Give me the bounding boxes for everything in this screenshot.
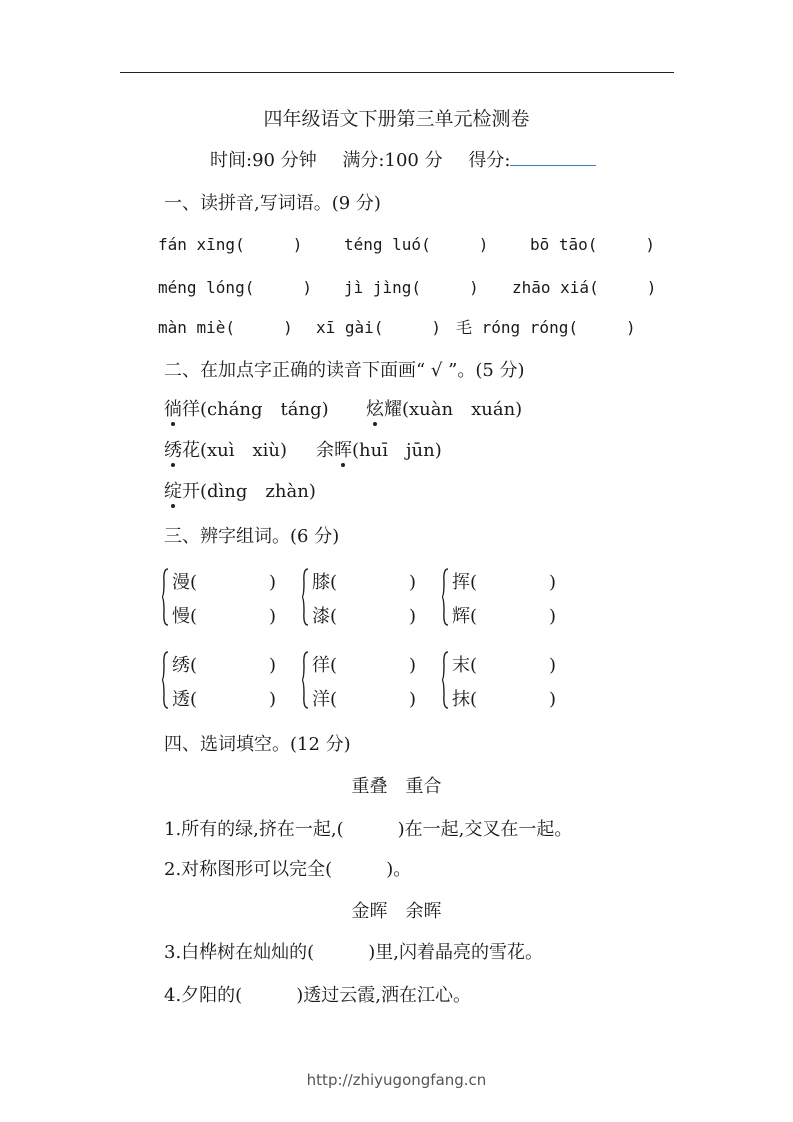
section-4-heading: 四、选词填空。(12 分) [164,734,351,755]
word-blank[interactable]: 辉( ) [452,606,557,627]
fill-blank-question[interactable]: 2.对称图形可以完全( )。 [164,859,412,880]
page-title: 四年级语文下册第三单元检测卷 [263,108,530,130]
pronunciation-item[interactable]: 绽开(dìng zhàn) [164,481,316,502]
score-label: 得分: [468,150,511,171]
word-choices: 重叠 重合 [351,776,442,797]
fill-blank-question[interactable]: 4.夕阳的( )透过云霞,洒在江心。 [164,985,471,1006]
pinyin-item[interactable]: zhāo xiá( ) [512,278,657,297]
section-2-heading: 二、在加点字正确的读音下面画“ √ ”。(5 分) [164,360,525,381]
word-blank[interactable]: 慢( ) [172,606,277,627]
pinyin-item[interactable]: bō tāo( ) [530,235,656,254]
word-choices: 金晖 余晖 [351,901,442,922]
pinyin-item[interactable]: jì jìng( ) [344,278,479,297]
pronunciation-item[interactable]: 绣花(xuì xiù) [164,440,288,461]
brace-icon [442,651,448,709]
word-blank[interactable]: 末( ) [452,655,557,676]
pinyin-item[interactable]: méng lóng( ) [158,278,312,297]
pinyin-item[interactable]: màn miè( ) [158,318,293,337]
full-score: 满分:100 分 [342,150,443,171]
brace-icon [302,568,308,626]
pronunciation-item[interactable]: 徜徉(cháng táng) [164,399,329,420]
section-1-heading: 一、读拼音,写词语。(9 分) [164,193,381,214]
pinyin-item[interactable]: téng luó( ) [344,235,489,254]
fill-blank-question[interactable]: 3.白桦树在灿灿的( )里,闪着晶亮的雪花。 [164,942,543,963]
brace-icon [162,568,168,626]
word-blank[interactable]: 抹( ) [452,689,557,710]
word-blank[interactable]: 徉( ) [312,655,417,676]
fill-blank-question[interactable]: 1.所有的绿,挤在一起,( )在一起,交叉在一起。 [164,819,573,840]
top-rule [120,72,674,73]
time-limit: 时间:90 分钟 [210,150,317,171]
pronunciation-item[interactable]: 余晖(huī jūn) [316,440,442,461]
footer-url[interactable]: http://zhiyugongfang.cn [306,1071,487,1089]
pinyin-item[interactable]: 毛 róng róng( ) [456,318,636,337]
brace-icon [302,651,308,709]
word-blank[interactable]: 绣( ) [172,655,277,676]
word-blank[interactable]: 透( ) [172,689,277,710]
word-blank[interactable]: 挥( ) [452,572,557,593]
word-blank[interactable]: 漫( ) [172,572,277,593]
word-blank[interactable]: 漆( ) [312,606,417,627]
score-blank[interactable] [510,165,596,166]
pinyin-item[interactable]: xī gài( ) [316,318,442,337]
pronunciation-item[interactable]: 炫耀(xuàn xuán) [366,399,523,420]
word-blank[interactable]: 膝( ) [312,572,417,593]
brace-icon [162,651,168,709]
brace-icon [442,568,448,626]
exam-info [210,146,616,172]
pinyin-item[interactable]: fán xīng( ) [158,235,303,254]
word-blank[interactable]: 洋( ) [312,689,417,710]
section-3-heading: 三、辨字组词。(6 分) [164,526,340,547]
